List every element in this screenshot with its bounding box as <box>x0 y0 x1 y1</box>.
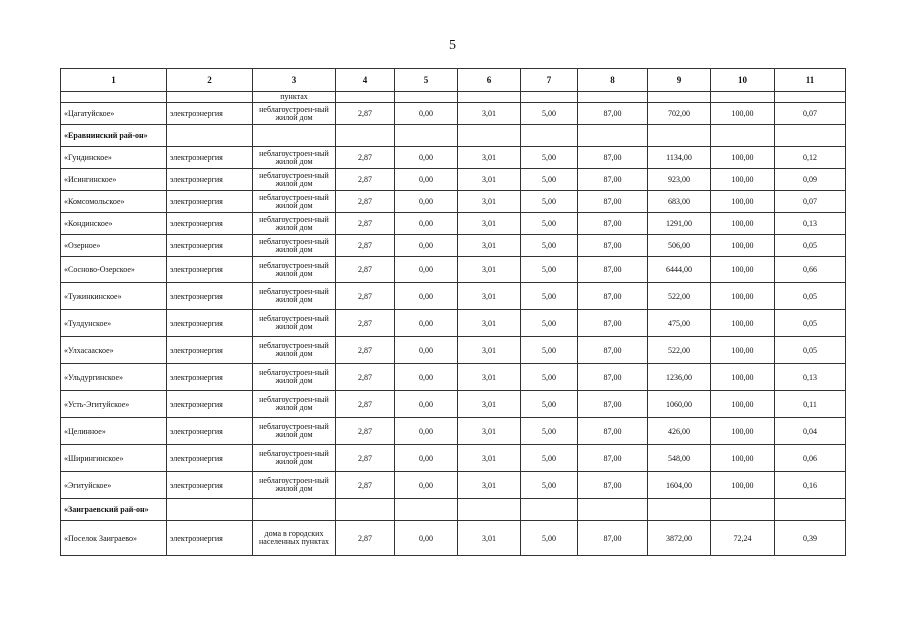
column-header: 1 <box>61 69 167 92</box>
value-cell: 100,00 <box>711 257 775 283</box>
value-cell: 5,00 <box>521 418 578 445</box>
category-cell: неблагоустроен-ный жилой дом <box>253 391 336 418</box>
value-cell: 0,13 <box>775 364 846 391</box>
value-cell: 3,01 <box>458 257 521 283</box>
value-cell: 100,00 <box>711 472 775 499</box>
value-cell: 1604,00 <box>648 472 711 499</box>
resource-cell: электроэнергия <box>167 169 253 191</box>
table-row <box>61 364 846 391</box>
value-cell: 87,00 <box>578 103 648 125</box>
table-row <box>61 445 846 472</box>
value-cell: 87,00 <box>578 391 648 418</box>
value-cell: 2,87 <box>336 283 395 310</box>
value-cell: 702,00 <box>648 103 711 125</box>
category-cell: неблагоустроен-ный жилой дом <box>253 169 336 191</box>
value-cell: 3,01 <box>458 472 521 499</box>
continuation-row <box>61 92 846 103</box>
table-cell <box>336 125 395 147</box>
value-cell: 5,00 <box>521 472 578 499</box>
column-header: 5 <box>395 69 458 92</box>
value-cell: 100,00 <box>711 364 775 391</box>
value-cell: 0,05 <box>775 337 846 364</box>
resource-cell: электроэнергия <box>167 103 253 125</box>
table-cell <box>253 125 336 147</box>
value-cell: 100,00 <box>711 103 775 125</box>
category-cell: неблагоустроен-ный жилой дом <box>253 191 336 213</box>
settlement-name: «Кондинское» <box>61 213 167 235</box>
value-cell: 2,87 <box>336 418 395 445</box>
category-cell: неблагоустроен-ный жилой дом <box>253 310 336 337</box>
table-cell <box>167 92 253 103</box>
value-cell: 5,00 <box>521 283 578 310</box>
resource-cell: электроэнергия <box>167 257 253 283</box>
value-cell: 5,00 <box>521 391 578 418</box>
value-cell: 87,00 <box>578 445 648 472</box>
value-cell: 0,12 <box>775 147 846 169</box>
value-cell: 3,01 <box>458 364 521 391</box>
value-cell: 100,00 <box>711 213 775 235</box>
value-cell: 548,00 <box>648 445 711 472</box>
value-cell: 0,00 <box>395 472 458 499</box>
value-cell: 5,00 <box>521 521 578 556</box>
settlement-name: «Усть-Эгитуйское» <box>61 391 167 418</box>
table-row <box>61 337 846 364</box>
value-cell: 2,87 <box>336 169 395 191</box>
value-cell: 87,00 <box>578 191 648 213</box>
value-cell: 87,00 <box>578 213 648 235</box>
value-cell: 3,01 <box>458 283 521 310</box>
value-cell: 2,87 <box>336 391 395 418</box>
table-cell <box>395 499 458 521</box>
data-table <box>60 68 846 556</box>
value-cell: 3872,00 <box>648 521 711 556</box>
value-cell: 87,00 <box>578 472 648 499</box>
table-cell <box>775 92 846 103</box>
value-cell: 5,00 <box>521 257 578 283</box>
value-cell: 72,24 <box>711 521 775 556</box>
value-cell: 0,05 <box>775 310 846 337</box>
table-cell <box>61 92 167 103</box>
value-cell: 87,00 <box>578 169 648 191</box>
resource-cell: электроэнергия <box>167 191 253 213</box>
value-cell: 1236,00 <box>648 364 711 391</box>
resource-cell: электроэнергия <box>167 283 253 310</box>
column-header: 4 <box>336 69 395 92</box>
table-cell <box>521 92 578 103</box>
value-cell: 3,01 <box>458 445 521 472</box>
resource-cell: электроэнергия <box>167 418 253 445</box>
value-cell: 0,00 <box>395 445 458 472</box>
value-cell: 100,00 <box>711 191 775 213</box>
value-cell: 2,87 <box>336 521 395 556</box>
value-cell: 2,87 <box>336 337 395 364</box>
table-cell <box>336 92 395 103</box>
value-cell: 5,00 <box>521 364 578 391</box>
value-cell: 506,00 <box>648 235 711 257</box>
value-cell: 5,00 <box>521 147 578 169</box>
resource-cell: электроэнергия <box>167 213 253 235</box>
value-cell: 2,87 <box>336 472 395 499</box>
column-header: 10 <box>711 69 775 92</box>
value-cell: 100,00 <box>711 169 775 191</box>
table-cell <box>458 92 521 103</box>
value-cell: 3,01 <box>458 418 521 445</box>
category-cell: неблагоустроен-ный жилой дом <box>253 147 336 169</box>
table-cell <box>578 92 648 103</box>
category-cell: неблагоустроен-ный жилой дом <box>253 364 336 391</box>
table-row <box>61 391 846 418</box>
table-cell <box>336 499 395 521</box>
value-cell: 0,13 <box>775 213 846 235</box>
category-cell: неблагоустроен-ный жилой дом <box>253 213 336 235</box>
value-cell: 3,01 <box>458 191 521 213</box>
resource-cell: электроэнергия <box>167 521 253 556</box>
table-cell <box>521 499 578 521</box>
resource-cell: электроэнергия <box>167 337 253 364</box>
value-cell: 2,87 <box>336 235 395 257</box>
table-row <box>61 310 846 337</box>
settlement-name: «Исингинское» <box>61 169 167 191</box>
value-cell: 0,00 <box>395 337 458 364</box>
settlement-name: «Тулдунское» <box>61 310 167 337</box>
value-cell: 0,07 <box>775 191 846 213</box>
value-cell: 3,01 <box>458 521 521 556</box>
table-cell <box>458 125 521 147</box>
value-cell: 0,05 <box>775 283 846 310</box>
category-cell: неблагоустроен-ный жилой дом <box>253 418 336 445</box>
value-cell: 0,66 <box>775 257 846 283</box>
category-cell: неблагоустроен-ный жилой дом <box>253 337 336 364</box>
table-cell <box>648 125 711 147</box>
value-cell: 0,00 <box>395 418 458 445</box>
value-cell: 0,04 <box>775 418 846 445</box>
resource-cell: электроэнергия <box>167 147 253 169</box>
table-row <box>61 521 846 556</box>
value-cell: 2,87 <box>336 445 395 472</box>
table-row <box>61 213 846 235</box>
value-cell: 3,01 <box>458 235 521 257</box>
table-cell <box>395 125 458 147</box>
category-cell: неблагоустроен-ный жилой дом <box>253 445 336 472</box>
value-cell: 87,00 <box>578 147 648 169</box>
settlement-name: «Комсомольское» <box>61 191 167 213</box>
value-cell: 2,87 <box>336 213 395 235</box>
table-cell <box>775 499 846 521</box>
value-cell: 923,00 <box>648 169 711 191</box>
value-cell: 100,00 <box>711 337 775 364</box>
table-cell <box>395 92 458 103</box>
settlement-name: «Цагатуйское» <box>61 103 167 125</box>
value-cell: 0,00 <box>395 235 458 257</box>
value-cell: 0,06 <box>775 445 846 472</box>
resource-cell: электроэнергия <box>167 364 253 391</box>
value-cell: 87,00 <box>578 235 648 257</box>
category-cell: дома в городских населенных пунктах <box>253 521 336 556</box>
table-row <box>61 283 846 310</box>
value-cell: 0,00 <box>395 257 458 283</box>
settlement-name: «Гундинское» <box>61 147 167 169</box>
value-cell: 0,00 <box>395 213 458 235</box>
value-cell: 0,00 <box>395 310 458 337</box>
value-cell: 2,87 <box>336 191 395 213</box>
value-cell: 100,00 <box>711 310 775 337</box>
value-cell: 475,00 <box>648 310 711 337</box>
value-cell: 0,16 <box>775 472 846 499</box>
category-cell: неблагоустроен-ный жилой дом <box>253 103 336 125</box>
value-cell: 2,87 <box>336 257 395 283</box>
value-cell: 87,00 <box>578 283 648 310</box>
value-cell: 2,87 <box>336 147 395 169</box>
value-cell: 6444,00 <box>648 257 711 283</box>
category-cell: неблагоустроен-ный жилой дом <box>253 283 336 310</box>
value-cell: 5,00 <box>521 213 578 235</box>
value-cell: 0,00 <box>395 169 458 191</box>
table-cell <box>711 499 775 521</box>
page-number: 5 <box>449 38 456 53</box>
value-cell: 5,00 <box>521 310 578 337</box>
table-cell <box>458 499 521 521</box>
category-cell: неблагоустроен-ный жилой дом <box>253 235 336 257</box>
value-cell: 0,00 <box>395 391 458 418</box>
category-cell: неблагоустроен-ный жилой дом <box>253 257 336 283</box>
category-cell: пунктах <box>253 92 336 103</box>
district-name: «Еравнинский рай-он» <box>61 125 167 147</box>
table-row <box>61 147 846 169</box>
settlement-name: «Целинное» <box>61 418 167 445</box>
value-cell: 100,00 <box>711 283 775 310</box>
value-cell: 0,00 <box>395 364 458 391</box>
value-cell: 100,00 <box>711 445 775 472</box>
settlement-name: «Сосново-Озерское» <box>61 257 167 283</box>
value-cell: 87,00 <box>578 257 648 283</box>
column-header: 11 <box>775 69 846 92</box>
resource-cell: электроэнергия <box>167 445 253 472</box>
table-row <box>61 169 846 191</box>
resource-cell: электроэнергия <box>167 235 253 257</box>
table-cell <box>775 125 846 147</box>
value-cell: 100,00 <box>711 147 775 169</box>
table-cell <box>167 125 253 147</box>
table-cell <box>167 499 253 521</box>
value-cell: 5,00 <box>521 337 578 364</box>
settlement-name: «Улхасаaское» <box>61 337 167 364</box>
value-cell: 0,05 <box>775 235 846 257</box>
value-cell: 3,01 <box>458 213 521 235</box>
value-cell: 0,09 <box>775 169 846 191</box>
value-cell: 100,00 <box>711 418 775 445</box>
value-cell: 0,00 <box>395 521 458 556</box>
district-row <box>61 499 846 521</box>
value-cell: 2,87 <box>336 364 395 391</box>
table-cell <box>578 499 648 521</box>
value-cell: 522,00 <box>648 337 711 364</box>
value-cell: 0,00 <box>395 147 458 169</box>
value-cell: 87,00 <box>578 337 648 364</box>
value-cell: 0,07 <box>775 103 846 125</box>
table-row <box>61 191 846 213</box>
column-header: 9 <box>648 69 711 92</box>
value-cell: 683,00 <box>648 191 711 213</box>
value-cell: 1291,00 <box>648 213 711 235</box>
value-cell: 3,01 <box>458 147 521 169</box>
resource-cell: электроэнергия <box>167 391 253 418</box>
table-cell <box>521 125 578 147</box>
value-cell: 0,11 <box>775 391 846 418</box>
settlement-name: «Тужинкинское» <box>61 283 167 310</box>
value-cell: 5,00 <box>521 191 578 213</box>
table-row <box>61 418 846 445</box>
resource-cell: электроэнергия <box>167 310 253 337</box>
table-cell <box>711 125 775 147</box>
table-cell <box>711 92 775 103</box>
value-cell: 0,00 <box>395 283 458 310</box>
table-cell <box>648 92 711 103</box>
value-cell: 87,00 <box>578 418 648 445</box>
column-header: 6 <box>458 69 521 92</box>
value-cell: 100,00 <box>711 391 775 418</box>
table-row <box>61 103 846 125</box>
value-cell: 0,39 <box>775 521 846 556</box>
value-cell: 522,00 <box>648 283 711 310</box>
settlement-name: «Ульдургинское» <box>61 364 167 391</box>
district-row <box>61 125 846 147</box>
column-header: 7 <box>521 69 578 92</box>
value-cell: 5,00 <box>521 445 578 472</box>
table-row <box>61 257 846 283</box>
value-cell: 5,00 <box>521 169 578 191</box>
value-cell: 2,87 <box>336 310 395 337</box>
category-cell: неблагоустроен-ный жилой дом <box>253 472 336 499</box>
value-cell: 3,01 <box>458 103 521 125</box>
value-cell: 87,00 <box>578 521 648 556</box>
value-cell: 2,87 <box>336 103 395 125</box>
column-header: 8 <box>578 69 648 92</box>
value-cell: 0,00 <box>395 103 458 125</box>
value-cell: 87,00 <box>578 364 648 391</box>
resource-cell: электроэнергия <box>167 472 253 499</box>
table-cell <box>648 499 711 521</box>
column-header: 2 <box>167 69 253 92</box>
settlement-name: «Озерное» <box>61 235 167 257</box>
table-cell <box>578 125 648 147</box>
value-cell: 3,01 <box>458 337 521 364</box>
settlement-name: «Эгитуйское» <box>61 472 167 499</box>
district-name: «Заиграевский рай-он» <box>61 499 167 521</box>
value-cell: 1134,00 <box>648 147 711 169</box>
value-cell: 3,01 <box>458 310 521 337</box>
value-cell: 1060,00 <box>648 391 711 418</box>
value-cell: 0,00 <box>395 191 458 213</box>
value-cell: 426,00 <box>648 418 711 445</box>
settlement-name: «Поселок Заиграево» <box>61 521 167 556</box>
table-row <box>61 235 846 257</box>
column-header: 3 <box>253 69 336 92</box>
table-row <box>61 472 846 499</box>
value-cell: 3,01 <box>458 391 521 418</box>
value-cell: 3,01 <box>458 169 521 191</box>
value-cell: 100,00 <box>711 235 775 257</box>
value-cell: 5,00 <box>521 103 578 125</box>
value-cell: 87,00 <box>578 310 648 337</box>
table-cell <box>253 499 336 521</box>
value-cell: 5,00 <box>521 235 578 257</box>
header-row <box>61 69 846 92</box>
settlement-name: «Ширингинское» <box>61 445 167 472</box>
